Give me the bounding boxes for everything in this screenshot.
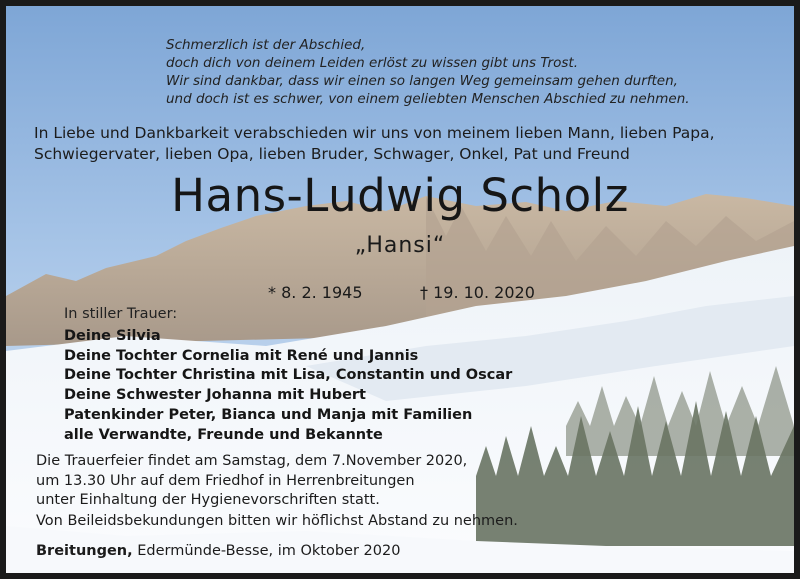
mourner-line: Patenkinder Peter, Bianca und Manja mit Familien	[64, 406, 473, 423]
memorial-poem	[166, 36, 726, 108]
service-line: um 13.30 Uhr auf dem Friedhof in Herrenbreitungen	[36, 472, 415, 489]
service-line: unter Einhaltung der Hygienevorschriften statt.	[36, 492, 380, 508]
mourner-line: Deine Schwester Johanna mit Hubert	[64, 387, 366, 404]
death-date: † 19. 10. 2020	[420, 283, 535, 302]
mourning-label: In stiller Trauer:	[64, 306, 178, 322]
place-town: Breitungen,	[36, 543, 133, 559]
service-line: Die Trauerfeier findet am Samstag, dem 7.November 2020,	[36, 453, 468, 469]
farewell-intro	[34, 123, 774, 165]
mourner-line: Deine Tochter Christina mit Lisa, Constantin und Oscar	[64, 367, 513, 384]
poem-line: Schmerzlich ist der Abschied,	[166, 37, 366, 53]
funeral-service-info	[36, 452, 467, 511]
deceased-nickname: „Hansi“	[354, 233, 446, 258]
place-rest: Edermünde-Besse, im Oktober 2020	[132, 543, 401, 559]
poem-line: und doch ist es schwer, von einem geliebten Menschen Abschied zu nehmen.	[166, 91, 690, 107]
poem-line: Wir sind dankbar, dass wir einen so langen Weg gemeinsam gehen durften,	[166, 73, 678, 89]
condolence-note: Von Beileidsbekundungen bitten wir höflichst Abstand zu nehmen.	[36, 513, 518, 529]
text-content	[6, 6, 794, 573]
intro-line: Schwiegervater, lieben Opa, lieben Bruder, Schwager, Onkel, Pat und Freund	[34, 145, 630, 163]
mourner-line: alle Verwandte, Freunde und Bekannte	[64, 426, 383, 443]
birth-date: * 8. 2. 1945	[268, 283, 363, 302]
place-and-date	[36, 542, 400, 562]
intro-line: In Liebe und Dankbarkeit verabschieden wir uns von meinem lieben Mann, lieben Papa,	[34, 124, 715, 142]
deceased-name: Hans-Ludwig Scholz	[171, 169, 629, 222]
mourner-line: Deine Silvia	[64, 328, 161, 344]
mourners-list	[64, 327, 512, 445]
mourner-line: Deine Tochter Cornelia mit René und Jannis	[64, 347, 419, 364]
poem-line: doch dich von deinem Leiden erlöst zu wissen gibt uns Trost.	[166, 55, 578, 71]
